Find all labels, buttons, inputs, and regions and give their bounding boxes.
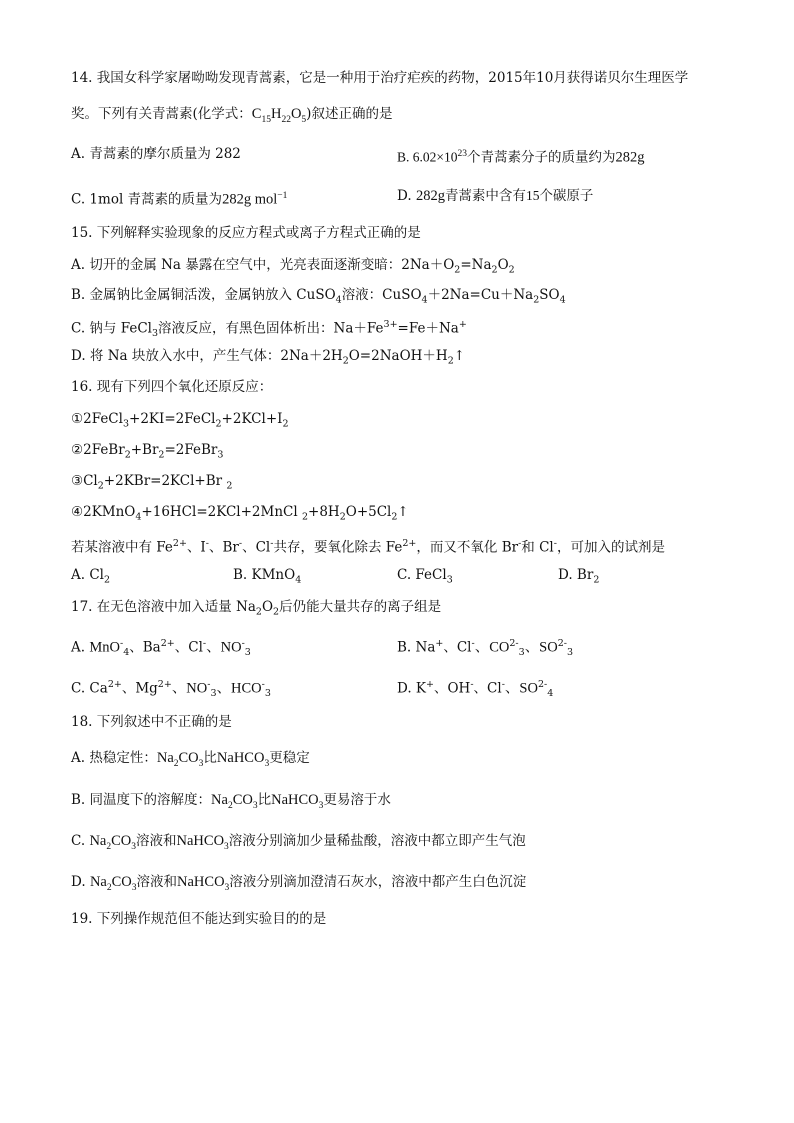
q17-option-a: A. MnO-$_4$、$Ba^{2+}$、Cl-、$NO^-_3$ — [71, 638, 251, 659]
q15-option-a: A. 切开的金属 Na 暴露在空气中，光亮表面逐渐变暗：$2Na+O_2=Na_2O_2$ — [71, 257, 515, 276]
q18-option-b: B. 同温度下的溶解度：$Na_2CO_3$比NaHCO$_3$更易溶于水 — [71, 792, 391, 811]
q14-line2-pre: 奖。下列有关青蒿素(化学式： — [71, 106, 252, 122]
q16-reaction-1: $①2FeCl_3+2KI=2FeCl_2+2KCl+I_2$ — [71, 411, 289, 430]
q14-option-b: B. $6.02\times 10^{23}$个青蒿素分子的质量约为282g — [397, 149, 645, 166]
q18-stem: 18. 下列叙述中不正确的是 — [71, 714, 232, 730]
q14-option-d: D. 282g青蒿素中含有15个碳原子 — [397, 188, 594, 204]
q14-line1: 14. 我国女科学家屠呦呦发现青蒿素，它是一种用于治疗疟疾的药物，2015年10月获得诺贝尔生理医学 — [71, 70, 689, 86]
q16-reaction-2: $②2FeBr_2+Br_2=2FeBr_3$ — [71, 442, 224, 461]
q16-question: 若某溶液中有 $Fe^{2+}$、I-、Br-、Cl-共存，要氧化除去 $Fe^{2+}$，而又不氧化 Br-和 Cl-，可加入的试剂是 — [71, 538, 665, 556]
q17-option-c: C. $Ca^{2+}$、$Mg^{2+}$、$NO^-_3$、$HCO^-_3$ — [71, 679, 271, 700]
q18-option-a: A. 热稳定性：$Na_2CO_3$比NaHCO$_3$更稳定 — [71, 750, 310, 769]
q15-stem: 15. 下列解释实验现象的反应方程式或离子方程式正确的是 — [71, 225, 421, 241]
q14-option-c: C. 1mol 青蒿素的质量为282g mol$^{-1}$ — [71, 191, 288, 208]
q17-option-d: D. K+、OH-、Cl-、$SO^{2-}_4$ — [397, 679, 554, 700]
q16-option-c: C. FeCl$_3$ — [397, 567, 453, 586]
q18-option-c: C. $Na_2CO_3$溶液和NaHCO$_3$溶液分别滴加少量稀盐酸，溶液中都立即产生气泡 — [71, 833, 526, 852]
q16-reaction-4: ④2KMnO$_4$+16HCl=2KCl+2MnCl $_2+8H_2O+5Cl_2↑$ — [71, 504, 409, 523]
q15-option-c: C. 钠与 FeCl$_3$溶液反应，有黑色固体析出：$Na+Fe^{3+}=Fe+Na^+$ — [71, 319, 467, 340]
q16-option-d: D. $Br_2$ — [558, 567, 600, 586]
q19-stem: 19. 下列操作规范但不能达到实验目的的是 — [71, 911, 327, 927]
q15-option-b: B. 金属钠比金属铜活泼，金属钠放入 CuSO$_4$溶液：$CuSO_4+2Na=Cu+Na_2SO_4$ — [71, 287, 566, 306]
formula-artemisinin: $C_{15}H_{22}O_5$ — [251, 106, 307, 125]
q15-option-d: D. 将 Na 块放入水中，产生气体：$2Na+2H_2O=2NaOH+H_2↑$ — [71, 348, 466, 367]
q18-option-d: D. $Na_2CO_3$溶液和NaHCO$_3$溶液分别滴加澄清石灰水，溶液中都产生白色沉淀 — [71, 874, 527, 893]
q16-option-b: B. KMnO$_4$ — [233, 567, 302, 586]
q16-option-a: A. $Cl_2$ — [71, 567, 111, 586]
q14-line2 — [71, 104, 392, 124]
q14-option-a: A. 青蒿素的摩尔质量为 282 — [71, 146, 241, 162]
q17-stem: 17. 在无色溶液中加入适量 $Na_2O_2$后仍能大量共存的离子组是 — [71, 599, 442, 618]
q16-reaction-3: $③Cl_2+2KBr=2KCl+Br$ $_2$ — [71, 473, 233, 492]
q14-line2-post: )叙述正确的是 — [306, 106, 393, 122]
q17-option-b: B. Na+、Cl-、$CO^{2-}_3$、$SO^{2-}_3$ — [397, 638, 574, 659]
q16-stem: 16. 现有下列四个氧化还原反应： — [71, 379, 273, 395]
